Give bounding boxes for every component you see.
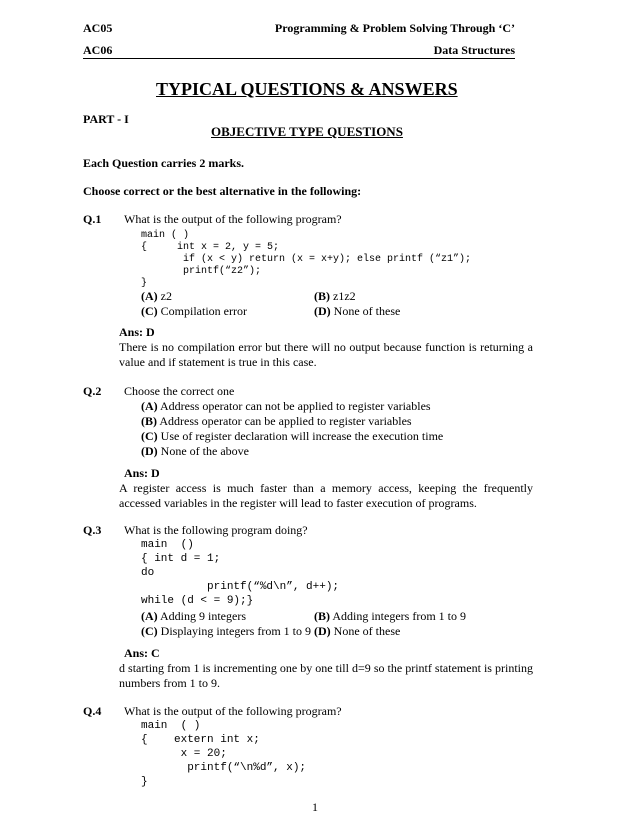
instruction: Choose correct or the best alternative in the following: [83,184,362,198]
code-line: { int x = 2, y = 5; [141,242,280,253]
question-text: What is the output of the following program? [124,704,342,718]
code-line: printf(“%d\n”, d++); [141,581,340,593]
option-d: (D) None of these [314,304,401,318]
code-line: } [141,278,148,289]
code-line: main () [141,539,194,551]
section-subtitle: OBJECTIVE TYPE QUESTIONS [211,124,403,139]
option-b: (B) Adding integers from 1 to 9 [314,609,466,623]
code-line: { extern int x; [141,734,260,746]
question-number: Q.2 [83,384,102,398]
code-line: printf(“z2”); [141,266,262,277]
option-c: (C) Displaying integers from 1 to 9 [141,624,311,638]
answer-label: Ans: D [124,466,160,480]
option-b: (B) Address operator can be applied to register variables [141,414,412,428]
page-title: TYPICAL QUESTIONS & ANSWERS [156,79,458,99]
course-code-1: AC05 [83,21,113,35]
code-line: x = 20; [141,748,227,760]
code-line: while (d < = 9);} [141,595,254,607]
answer-explanation: There is no compilation error but there will no output because function is returning a value and if statement is true in this case. [119,340,533,369]
code-line: do [141,567,155,579]
code-line: main ( ) [141,720,201,732]
code-line: if (x < y) return (x = x+y); else printf (“z1”); [141,254,472,265]
option-b: (B) z1z2 [314,289,356,303]
question-text: Choose the correct one [124,384,235,398]
option-d: (D) None of these [314,624,401,638]
answer-explanation: d starting from 1 is incrementing one by one till d=9 so the printf statement is printing numbers from 1 to 9. [119,661,533,690]
header-rule [83,58,515,59]
code-line: printf(“\n%d”, x); [141,762,307,774]
option-c: (C) Use of register declaration will increase the execution time [141,429,444,443]
question-number: Q.4 [83,704,102,718]
option-a: (A) Adding 9 integers [141,609,247,623]
question-number: Q.3 [83,523,102,537]
code-line: main ( ) [141,230,190,241]
course-title: Programming & Problem Solving Through ‘C’ [274,21,515,35]
marks-note: Each Question carries 2 marks. [83,156,244,170]
page-number: 1 [312,800,318,814]
answer-explanation: A register access is much faster than a memory access, keeping the frequently accessed variables in the register will lead to faster execution of programs. [119,481,533,510]
answer-label: Ans: D [119,325,155,339]
option-a: (A) Address operator can not be applied to register variables [141,399,431,413]
answer-label: Ans: C [124,646,160,660]
option-d: (D) None of the above [141,444,249,458]
part-label: PART - I [83,112,129,126]
code-line: } [141,776,148,788]
option-c: (C) Compilation error [141,304,247,318]
option-a: (A) z2 [141,289,172,303]
course-code-2: AC06 [83,43,113,57]
course-subject: Data Structures [433,43,515,57]
question-text: What is the following program doing? [124,523,308,537]
code-line: { int d = 1; [141,553,221,565]
question-number: Q.1 [83,212,102,226]
question-text: What is the output of the following program? [124,212,342,226]
